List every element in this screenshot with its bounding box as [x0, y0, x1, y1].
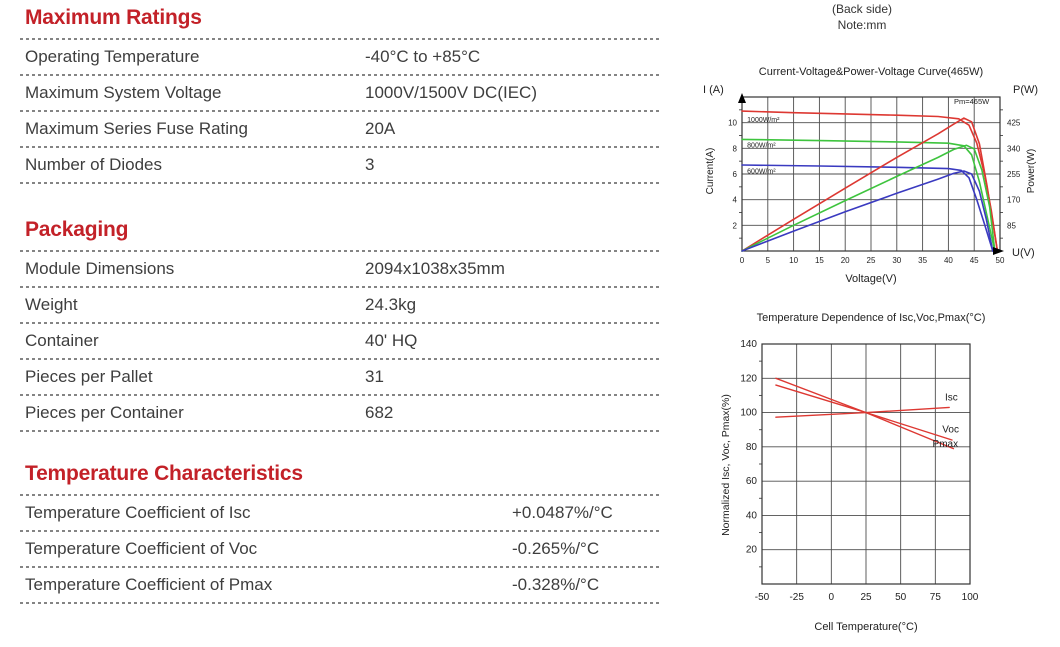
svg-text:170: 170 — [1007, 195, 1021, 205]
section-maximum-ratings — [20, 4, 660, 184]
row-value: -0.328%/°C — [512, 575, 600, 594]
row-label: Temperature Coefficient of Pmax — [25, 575, 273, 594]
chart-title: Current-Voltage&Power-Voltage Curve(465W) — [758, 66, 984, 78]
table-row — [20, 112, 660, 146]
row-value: 24.3kg — [365, 295, 417, 314]
svg-text:100: 100 — [961, 592, 979, 603]
svg-text:75: 75 — [929, 592, 941, 603]
svg-text:20: 20 — [840, 256, 850, 265]
svg-text:50: 50 — [995, 256, 1005, 265]
row-label: Number of Diodes — [25, 155, 163, 174]
divider — [20, 602, 660, 604]
row-value: 31 — [365, 367, 384, 386]
svg-text:8: 8 — [732, 144, 737, 154]
row-value: 40' HQ — [365, 331, 418, 350]
row-value: 682 — [365, 403, 394, 422]
svg-text:10: 10 — [789, 256, 799, 265]
svg-text:60: 60 — [745, 476, 757, 488]
iv-pv-chart — [695, 58, 1055, 295]
svg-text:140: 140 — [740, 339, 757, 350]
row-value: -40°C to +85°C — [365, 47, 481, 66]
svg-text:50: 50 — [895, 592, 907, 603]
iv-pv-chart-canvas — [695, 58, 1055, 295]
svg-text:25: 25 — [860, 592, 872, 603]
table-row — [20, 76, 660, 110]
row-label: Temperature Coefficient of Isc — [25, 503, 251, 522]
divider — [20, 430, 660, 432]
svg-text:Pm=465W: Pm=465W — [954, 96, 990, 106]
row-value: -0.265%/°C — [512, 539, 600, 558]
svg-text:30: 30 — [892, 256, 902, 265]
svg-text:80: 80 — [745, 441, 757, 453]
table-row — [20, 568, 660, 602]
svg-text:5: 5 — [765, 256, 771, 265]
y-axis-label: Normalized Isc, Voc, Pmax(%) — [720, 394, 732, 536]
table-row — [20, 532, 660, 566]
table-row — [20, 496, 660, 530]
section-title: Maximum Ratings — [25, 6, 202, 29]
table-row — [20, 360, 660, 394]
svg-text:Pmax: Pmax — [932, 438, 959, 450]
table-row — [20, 40, 660, 74]
row-value: 20A — [365, 119, 396, 138]
section-title: Packaging — [25, 218, 129, 241]
left-axis-corner-label: I (A) — [703, 84, 724, 96]
svg-text:600W/m²: 600W/m² — [747, 168, 776, 176]
temp-dependence-chart-canvas — [695, 303, 1055, 647]
svg-text:25: 25 — [866, 256, 876, 265]
chart-title: Temperature Dependence of Isc,Voc,Pmax(°C) — [756, 312, 986, 324]
table-row — [20, 288, 660, 322]
svg-text:15: 15 — [814, 256, 824, 265]
row-label: Pieces per Pallet — [25, 367, 153, 386]
table-row — [20, 252, 660, 286]
right-axis-corner-label: P(W) — [1013, 84, 1039, 96]
svg-text:85: 85 — [1007, 221, 1016, 231]
row-label: Module Dimensions — [25, 259, 175, 278]
row-label: Operating Temperature — [25, 47, 200, 66]
svg-text:4: 4 — [732, 195, 737, 205]
svg-text:0: 0 — [828, 592, 835, 603]
row-label: Maximum System Voltage — [25, 83, 222, 102]
section-packaging — [20, 216, 660, 432]
row-label: Maximum Series Fuse Rating — [25, 119, 248, 138]
row-label: Weight — [25, 295, 78, 314]
back-side-note — [757, 1, 967, 33]
svg-text:6: 6 — [732, 170, 737, 179]
row-value: 1000V/1500V DC(IEC) — [365, 83, 537, 102]
svg-text:1000W/m²: 1000W/m² — [747, 117, 780, 125]
row-value: 2094x1038x35mm — [365, 259, 505, 278]
svg-text:425: 425 — [1007, 118, 1021, 128]
right-y-axis-label: Power(W) — [1026, 148, 1037, 194]
x-axis-label: Voltage(V) — [845, 273, 897, 285]
svg-text:120: 120 — [740, 373, 757, 385]
svg-text:2: 2 — [732, 221, 737, 231]
svg-text:Isc: Isc — [945, 392, 958, 404]
svg-text:40: 40 — [943, 256, 953, 265]
section-title: Temperature Characteristics — [25, 462, 303, 485]
svg-text:-25: -25 — [789, 592, 804, 603]
table-row — [20, 148, 660, 182]
table-row — [20, 396, 660, 430]
left-y-axis-label: Current(A) — [705, 147, 716, 195]
row-label: Container — [25, 331, 99, 350]
svg-text:35: 35 — [918, 256, 928, 265]
svg-text:0: 0 — [739, 256, 745, 265]
row-value: 3 — [365, 155, 375, 174]
x-axis-label: Cell Temperature(°C) — [814, 621, 918, 633]
svg-text:20: 20 — [745, 544, 757, 556]
svg-text:340: 340 — [1007, 144, 1021, 154]
x-axis-corner-label: U(V) — [1012, 247, 1035, 259]
svg-text:-50: -50 — [754, 592, 770, 603]
svg-text:45: 45 — [969, 256, 979, 265]
row-value: +0.0487%/°C — [512, 503, 613, 522]
back-side-label: (Back side) — [831, 2, 893, 16]
section-temperature-characteristics — [20, 460, 660, 604]
row-label: Pieces per Container — [25, 403, 184, 422]
svg-text:40: 40 — [745, 510, 757, 522]
svg-text:800W/m²: 800W/m² — [747, 142, 776, 150]
temp-dependence-chart — [695, 303, 1055, 647]
svg-text:Voc: Voc — [942, 424, 959, 436]
units-note: Note:mm — [837, 18, 887, 32]
row-label: Temperature Coefficient of Voc — [25, 539, 258, 558]
svg-text:100: 100 — [740, 407, 757, 419]
table-row — [20, 324, 660, 358]
svg-text:10: 10 — [728, 118, 737, 128]
svg-text:255: 255 — [1007, 170, 1021, 179]
divider — [20, 182, 660, 184]
